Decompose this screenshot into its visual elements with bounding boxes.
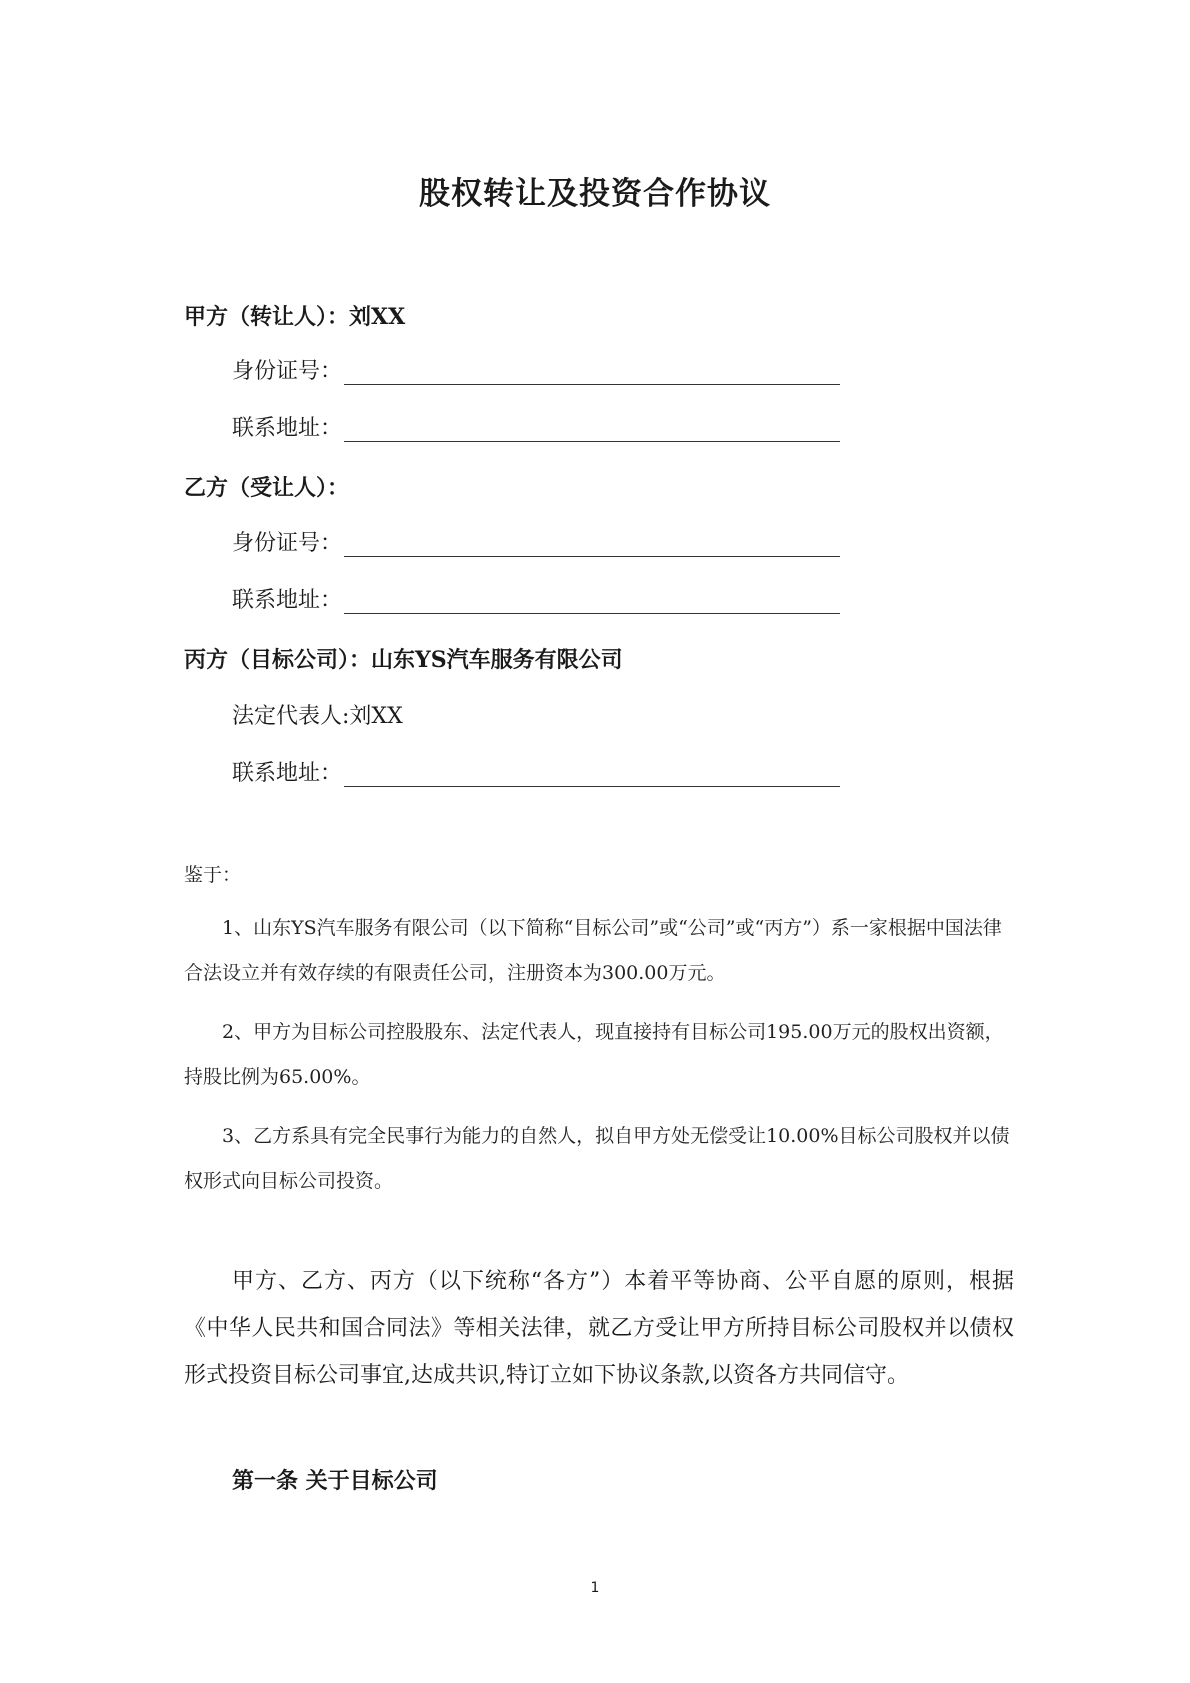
party-b-id-blank bbox=[344, 532, 840, 557]
article-1-heading: 第一条 关于目标公司 bbox=[232, 1468, 438, 1494]
party-a-label: 甲方（转让人）：刘XX bbox=[184, 304, 406, 330]
whereas-heading: 鉴于： bbox=[184, 864, 242, 886]
party-b-id-field bbox=[232, 526, 840, 557]
party-b-id-label: 身份证号： bbox=[232, 531, 343, 556]
clause-2: 2、甲方为目标公司控股股东、法定代表人，现直接持有目标公司195.00万元的股权出资额，持股比例为65.00%。 bbox=[184, 1021, 1004, 1088]
party-c-rep-field bbox=[232, 699, 403, 730]
party-a-id-field bbox=[232, 354, 840, 385]
party-c-address-blank bbox=[344, 762, 840, 787]
party-a-address-label: 联系地址： bbox=[232, 416, 343, 441]
page-number: 1 bbox=[590, 1580, 600, 1596]
party-b-address-field bbox=[232, 583, 840, 614]
clause-3: 3、乙方系具有完全民事行为能力的自然人，拟自甲方处无偿受让10.00%目标公司股权并以债权形式向目标公司投资。 bbox=[184, 1125, 1010, 1192]
party-a-address-blank bbox=[344, 417, 840, 442]
party-c-address-label: 联系地址： bbox=[232, 761, 343, 786]
party-b-label: 乙方（受让人）： bbox=[184, 475, 350, 501]
preamble-paragraph: 甲方、乙方、丙方（以下统称“各方”）本着平等协商、公平自愿的原则，根据《中华人民共和国合同法》等相关法律，就乙方受让甲方所持目标公司股权并以债权形式投资目标公司事宜,达成共识,特订立如下协议条款,以资各方共同信守。 bbox=[184, 1269, 1014, 1388]
party-b-address-blank bbox=[344, 589, 840, 614]
party-c-address-field bbox=[232, 756, 840, 787]
party-a-address-field bbox=[232, 411, 840, 442]
party-b-address-label: 联系地址： bbox=[232, 588, 343, 613]
party-a-id-blank bbox=[344, 360, 840, 385]
document-title: 股权转让及投资合作协议 bbox=[419, 176, 771, 212]
party-a-id-label: 身份证号： bbox=[232, 359, 343, 384]
clause-1: 1、山东YS汽车服务有限公司（以下简称“目标公司”或“公司”或“丙方”）系一家根据中国法律合法设立并有效存续的有限责任公司，注册资本为300.00万元。 bbox=[184, 917, 1002, 984]
party-c-rep-label: 法定代表人:刘XX bbox=[232, 704, 403, 729]
party-c-label: 丙方（目标公司）：山东YS汽车服务有限公司 bbox=[184, 647, 623, 673]
